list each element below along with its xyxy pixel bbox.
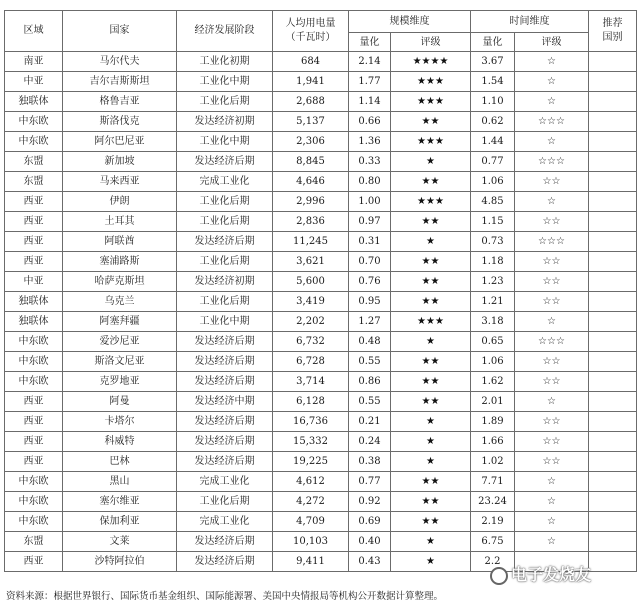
cell-scale-rating: ★★ bbox=[391, 172, 471, 192]
cell-stage: 发达经济后期 bbox=[177, 412, 273, 432]
cell-time-quant: 3.18 bbox=[471, 312, 515, 332]
cell-scale-quant: 2.14 bbox=[349, 52, 391, 72]
cell-country: 阿尔巴尼亚 bbox=[63, 132, 177, 152]
table-row bbox=[5, 352, 637, 372]
cell-recommend bbox=[589, 472, 637, 492]
cell-recommend bbox=[589, 352, 637, 372]
watermark-logo-icon bbox=[490, 567, 508, 585]
cell-recommend bbox=[589, 312, 637, 332]
cell-power: 2,836 bbox=[273, 212, 349, 232]
cell-recommend bbox=[589, 372, 637, 392]
cell-recommend bbox=[589, 392, 637, 412]
cell-region: 东盟 bbox=[5, 152, 63, 172]
cell-scale-rating: ★ bbox=[391, 452, 471, 472]
cell-scale-quant: 0.70 bbox=[349, 252, 391, 272]
cell-country: 伊朗 bbox=[63, 192, 177, 212]
cell-power: 5,600 bbox=[273, 272, 349, 292]
cell-scale-rating: ★★ bbox=[391, 112, 471, 132]
cell-stage: 工业化后期 bbox=[177, 192, 273, 212]
header-power-line2: （千瓦时） bbox=[285, 32, 336, 43]
cell-time-rating: ☆☆☆ bbox=[515, 112, 589, 132]
watermark bbox=[490, 562, 591, 585]
header-recommend bbox=[589, 11, 637, 52]
cell-stage: 发达经济后期 bbox=[177, 452, 273, 472]
cell-region: 西亚 bbox=[5, 392, 63, 412]
cell-stage: 发达经济后期 bbox=[177, 152, 273, 172]
cell-region: 东盟 bbox=[5, 172, 63, 192]
cell-stage: 完成工业化 bbox=[177, 172, 273, 192]
cell-region: 中东欧 bbox=[5, 352, 63, 372]
cell-recommend bbox=[589, 132, 637, 152]
header-country: 国家 bbox=[63, 11, 177, 52]
cell-scale-rating: ★★★ bbox=[391, 72, 471, 92]
cell-power: 3,621 bbox=[273, 252, 349, 272]
table-row bbox=[5, 312, 637, 332]
cell-region: 西亚 bbox=[5, 432, 63, 452]
cell-country: 格鲁吉亚 bbox=[63, 92, 177, 112]
cell-region: 独联体 bbox=[5, 292, 63, 312]
cell-region: 独联体 bbox=[5, 312, 63, 332]
cell-scale-quant: 0.21 bbox=[349, 412, 391, 432]
cell-scale-quant: 0.33 bbox=[349, 152, 391, 172]
cell-stage: 发达经济初期 bbox=[177, 112, 273, 132]
cell-scale-rating: ★★★ bbox=[391, 92, 471, 112]
cell-power: 2,202 bbox=[273, 312, 349, 332]
table-row bbox=[5, 372, 637, 392]
table-row bbox=[5, 112, 637, 132]
cell-country: 文莱 bbox=[63, 532, 177, 552]
cell-power: 2,306 bbox=[273, 132, 349, 152]
cell-region: 西亚 bbox=[5, 252, 63, 272]
header-region: 区域 bbox=[5, 11, 63, 52]
cell-scale-quant: 1.77 bbox=[349, 72, 391, 92]
cell-scale-quant: 1.14 bbox=[349, 92, 391, 112]
cell-stage: 完成工业化 bbox=[177, 512, 273, 532]
cell-recommend bbox=[589, 272, 637, 292]
header-time-quant: 量化 bbox=[471, 33, 515, 52]
cell-scale-rating: ★★ bbox=[391, 272, 471, 292]
cell-power: 2,996 bbox=[273, 192, 349, 212]
table-row bbox=[5, 272, 637, 292]
cell-stage: 工业化中期 bbox=[177, 72, 273, 92]
cell-country: 巴林 bbox=[63, 452, 177, 472]
cell-recommend bbox=[589, 112, 637, 132]
cell-time-rating: ☆☆ bbox=[515, 272, 589, 292]
cell-region: 中东欧 bbox=[5, 492, 63, 512]
cell-scale-quant: 0.40 bbox=[349, 532, 391, 552]
cell-scale-quant: 0.43 bbox=[349, 552, 391, 572]
cell-power: 4,709 bbox=[273, 512, 349, 532]
cell-time-quant: 1.62 bbox=[471, 372, 515, 392]
table-row bbox=[5, 192, 637, 212]
cell-recommend bbox=[589, 152, 637, 172]
cell-time-quant: 1.15 bbox=[471, 212, 515, 232]
cell-recommend bbox=[589, 552, 637, 572]
cell-scale-rating: ★ bbox=[391, 432, 471, 452]
cell-region: 西亚 bbox=[5, 412, 63, 432]
cell-scale-rating: ★★ bbox=[391, 392, 471, 412]
cell-time-rating: ☆ bbox=[515, 312, 589, 332]
cell-country: 爱沙尼亚 bbox=[63, 332, 177, 352]
cell-stage: 发达经济后期 bbox=[177, 332, 273, 352]
cell-region: 中东欧 bbox=[5, 332, 63, 352]
watermark-text: 电子发烧友 bbox=[511, 565, 592, 584]
cell-time-quant: 0.65 bbox=[471, 332, 515, 352]
cell-scale-rating: ★★ bbox=[391, 352, 471, 372]
cell-time-quant: 0.62 bbox=[471, 112, 515, 132]
cell-recommend bbox=[589, 72, 637, 92]
cell-stage: 工业化中期 bbox=[177, 312, 273, 332]
table-row bbox=[5, 292, 637, 312]
header-scale-quant: 量化 bbox=[349, 33, 391, 52]
cell-recommend bbox=[589, 232, 637, 252]
cell-time-rating: ☆☆☆ bbox=[515, 332, 589, 352]
cell-power: 4,272 bbox=[273, 492, 349, 512]
cell-power: 2,688 bbox=[273, 92, 349, 112]
cell-time-rating: ☆ bbox=[515, 72, 589, 92]
cell-country: 塞尔维亚 bbox=[63, 492, 177, 512]
cell-time-rating: ☆ bbox=[515, 132, 589, 152]
cell-time-rating: ☆ bbox=[515, 192, 589, 212]
cell-power: 9,411 bbox=[273, 552, 349, 572]
cell-country: 阿塞拜疆 bbox=[63, 312, 177, 332]
cell-region: 东盟 bbox=[5, 532, 63, 552]
cell-recommend bbox=[589, 512, 637, 532]
cell-stage: 工业化后期 bbox=[177, 492, 273, 512]
cell-time-rating: ☆ bbox=[515, 392, 589, 412]
header-recommend-line2: 国别 bbox=[602, 32, 623, 43]
cell-stage: 发达经济后期 bbox=[177, 552, 273, 572]
cell-region: 中东欧 bbox=[5, 112, 63, 132]
table-row bbox=[5, 392, 637, 412]
cell-power: 3,714 bbox=[273, 372, 349, 392]
cell-time-rating: ☆☆ bbox=[515, 452, 589, 472]
cell-recommend bbox=[589, 332, 637, 352]
cell-time-quant: 1.23 bbox=[471, 272, 515, 292]
cell-power: 1,941 bbox=[273, 72, 349, 92]
cell-recommend bbox=[589, 172, 637, 192]
cell-region: 西亚 bbox=[5, 192, 63, 212]
cell-stage: 发达经济后期 bbox=[177, 352, 273, 372]
cell-region: 中东欧 bbox=[5, 132, 63, 152]
cell-scale-rating: ★ bbox=[391, 232, 471, 252]
cell-time-quant: 1.06 bbox=[471, 172, 515, 192]
cell-power: 11,245 bbox=[273, 232, 349, 252]
cell-region: 中东欧 bbox=[5, 512, 63, 532]
cell-time-rating: ☆☆ bbox=[515, 172, 589, 192]
cell-recommend bbox=[589, 412, 637, 432]
cell-time-rating: ☆ bbox=[515, 512, 589, 532]
cell-recommend bbox=[589, 492, 637, 512]
cell-time-rating: ☆☆ bbox=[515, 292, 589, 312]
cell-country: 吉尔吉斯斯坦 bbox=[63, 72, 177, 92]
cell-power: 3,419 bbox=[273, 292, 349, 312]
cell-scale-rating: ★★ bbox=[391, 472, 471, 492]
cell-scale-quant: 0.55 bbox=[349, 352, 391, 372]
cell-time-quant: 0.77 bbox=[471, 152, 515, 172]
cell-scale-quant: 0.92 bbox=[349, 492, 391, 512]
cell-stage: 工业化后期 bbox=[177, 252, 273, 272]
cell-time-quant: 1.89 bbox=[471, 412, 515, 432]
cell-scale-quant: 0.97 bbox=[349, 212, 391, 232]
table-row bbox=[5, 132, 637, 152]
cell-scale-quant: 0.86 bbox=[349, 372, 391, 392]
table-row bbox=[5, 212, 637, 232]
cell-stage: 工业化后期 bbox=[177, 92, 273, 112]
table-row bbox=[5, 252, 637, 272]
header-scale-rating: 评级 bbox=[391, 33, 471, 52]
table-row bbox=[5, 92, 637, 112]
cell-power: 16,736 bbox=[273, 412, 349, 432]
header-stage: 经济发展阶段 bbox=[177, 11, 273, 52]
cell-scale-quant: 0.77 bbox=[349, 472, 391, 492]
cell-power: 4,646 bbox=[273, 172, 349, 192]
cell-country: 沙特阿拉伯 bbox=[63, 552, 177, 572]
cell-time-quant: 1.18 bbox=[471, 252, 515, 272]
cell-stage: 工业化后期 bbox=[177, 292, 273, 312]
cell-country: 保加利亚 bbox=[63, 512, 177, 532]
cell-stage: 发达经济初期 bbox=[177, 272, 273, 292]
cell-country: 马尔代夫 bbox=[63, 52, 177, 72]
header-time-dimension: 时间维度 bbox=[471, 11, 589, 33]
cell-scale-rating: ★ bbox=[391, 412, 471, 432]
country-rating-table bbox=[4, 10, 637, 572]
cell-time-rating: ☆☆☆ bbox=[515, 152, 589, 172]
cell-time-quant: 1.10 bbox=[471, 92, 515, 112]
cell-country: 乌克兰 bbox=[63, 292, 177, 312]
cell-region: 中东欧 bbox=[5, 472, 63, 492]
cell-time-rating: ☆☆ bbox=[515, 432, 589, 452]
cell-time-quant: 4.85 bbox=[471, 192, 515, 212]
cell-recommend bbox=[589, 532, 637, 552]
cell-time-quant: 1.06 bbox=[471, 352, 515, 372]
cell-country: 新加坡 bbox=[63, 152, 177, 172]
cell-country: 阿曼 bbox=[63, 392, 177, 412]
cell-country: 塞浦路斯 bbox=[63, 252, 177, 272]
cell-country: 哈萨克斯坦 bbox=[63, 272, 177, 292]
header-scale-dimension: 规模维度 bbox=[349, 11, 471, 33]
cell-time-rating: ☆☆ bbox=[515, 352, 589, 372]
cell-scale-rating: ★★ bbox=[391, 292, 471, 312]
cell-region: 西亚 bbox=[5, 212, 63, 232]
cell-region: 中亚 bbox=[5, 272, 63, 292]
cell-region: 中东欧 bbox=[5, 372, 63, 392]
cell-time-rating: ☆ bbox=[515, 92, 589, 112]
cell-recommend bbox=[589, 212, 637, 232]
cell-country: 斯洛伐克 bbox=[63, 112, 177, 132]
cell-country: 马来西亚 bbox=[63, 172, 177, 192]
cell-time-rating: ☆☆ bbox=[515, 252, 589, 272]
table-row bbox=[5, 232, 637, 252]
cell-time-quant: 0.73 bbox=[471, 232, 515, 252]
header-power bbox=[273, 11, 349, 52]
cell-recommend bbox=[589, 292, 637, 312]
table-row bbox=[5, 472, 637, 492]
cell-power: 6,732 bbox=[273, 332, 349, 352]
cell-time-rating: ☆ bbox=[515, 472, 589, 492]
cell-recommend bbox=[589, 452, 637, 472]
cell-country: 科威特 bbox=[63, 432, 177, 452]
header-power-line1: 人均用电量 bbox=[285, 18, 336, 29]
cell-recommend bbox=[589, 92, 637, 112]
table-row bbox=[5, 452, 637, 472]
cell-stage: 发达经济后期 bbox=[177, 432, 273, 452]
cell-scale-quant: 0.80 bbox=[349, 172, 391, 192]
header-time-rating: 评级 bbox=[515, 33, 589, 52]
cell-time-quant: 6.75 bbox=[471, 532, 515, 552]
cell-scale-rating: ★ bbox=[391, 532, 471, 552]
cell-scale-quant: 0.24 bbox=[349, 432, 391, 452]
cell-scale-rating: ★★★ bbox=[391, 132, 471, 152]
cell-region: 南亚 bbox=[5, 52, 63, 72]
cell-scale-rating: ★★★ bbox=[391, 312, 471, 332]
cell-scale-quant: 0.31 bbox=[349, 232, 391, 252]
cell-time-quant: 1.21 bbox=[471, 292, 515, 312]
cell-stage: 完成工业化 bbox=[177, 472, 273, 492]
cell-region: 西亚 bbox=[5, 232, 63, 252]
cell-country: 斯洛文尼亚 bbox=[63, 352, 177, 372]
cell-power: 6,728 bbox=[273, 352, 349, 372]
cell-scale-quant: 0.76 bbox=[349, 272, 391, 292]
table-row bbox=[5, 152, 637, 172]
cell-stage: 发达经济后期 bbox=[177, 532, 273, 552]
cell-power: 4,612 bbox=[273, 472, 349, 492]
cell-power: 6,128 bbox=[273, 392, 349, 412]
cell-time-rating: ☆ bbox=[515, 52, 589, 72]
cell-power: 5,137 bbox=[273, 112, 349, 132]
cell-stage: 发达经济中期 bbox=[177, 392, 273, 412]
cell-scale-rating: ★ bbox=[391, 552, 471, 572]
cell-time-quant: 2.01 bbox=[471, 392, 515, 412]
cell-scale-rating: ★ bbox=[391, 152, 471, 172]
cell-country: 克罗地亚 bbox=[63, 372, 177, 392]
cell-stage: 发达经济后期 bbox=[177, 232, 273, 252]
cell-time-quant: 1.66 bbox=[471, 432, 515, 452]
cell-scale-quant: 1.27 bbox=[349, 312, 391, 332]
cell-scale-rating: ★★ bbox=[391, 372, 471, 392]
cell-scale-rating: ★★★ bbox=[391, 192, 471, 212]
cell-power: 15,332 bbox=[273, 432, 349, 452]
table-row bbox=[5, 172, 637, 192]
cell-stage: 工业化中期 bbox=[177, 132, 273, 152]
cell-country: 黑山 bbox=[63, 472, 177, 492]
cell-stage: 发达经济后期 bbox=[177, 372, 273, 392]
cell-stage: 工业化初期 bbox=[177, 52, 273, 72]
cell-country: 阿联酋 bbox=[63, 232, 177, 252]
cell-time-quant: 1.54 bbox=[471, 72, 515, 92]
cell-country: 土耳其 bbox=[63, 212, 177, 232]
cell-stage: 工业化后期 bbox=[177, 212, 273, 232]
cell-region: 西亚 bbox=[5, 452, 63, 472]
cell-scale-rating: ★★ bbox=[391, 212, 471, 232]
cell-region: 中亚 bbox=[5, 72, 63, 92]
cell-time-quant: 1.02 bbox=[471, 452, 515, 472]
cell-time-rating: ☆☆ bbox=[515, 372, 589, 392]
cell-time-rating: ☆☆ bbox=[515, 412, 589, 432]
cell-time-rating: ☆ bbox=[515, 492, 589, 512]
source-note: 资料来源：根据世界银行、国际货币基金组织、国际能源署、美国中央情报局等机构公开数据计算整理。 bbox=[6, 591, 444, 602]
cell-scale-rating: ★★ bbox=[391, 492, 471, 512]
cell-time-rating: ☆☆ bbox=[515, 212, 589, 232]
table-row bbox=[5, 532, 637, 552]
cell-country: 卡塔尔 bbox=[63, 412, 177, 432]
cell-region: 独联体 bbox=[5, 92, 63, 112]
table-body bbox=[5, 52, 637, 572]
cell-scale-rating: ★ bbox=[391, 332, 471, 352]
cell-scale-quant: 0.38 bbox=[349, 452, 391, 472]
cell-power: 684 bbox=[273, 52, 349, 72]
cell-recommend bbox=[589, 252, 637, 272]
cell-scale-rating: ★★★★ bbox=[391, 52, 471, 72]
table-row bbox=[5, 512, 637, 532]
table-row bbox=[5, 412, 637, 432]
table-row bbox=[5, 492, 637, 512]
cell-scale-quant: 0.69 bbox=[349, 512, 391, 532]
cell-scale-quant: 0.95 bbox=[349, 292, 391, 312]
cell-time-quant: 2.19 bbox=[471, 512, 515, 532]
cell-time-quant: 1.44 bbox=[471, 132, 515, 152]
cell-time-quant: 23.24 bbox=[471, 492, 515, 512]
table-row bbox=[5, 52, 637, 72]
table-row bbox=[5, 72, 637, 92]
table-row bbox=[5, 432, 637, 452]
cell-recommend bbox=[589, 432, 637, 452]
cell-power: 10,103 bbox=[273, 532, 349, 552]
cell-region: 西亚 bbox=[5, 552, 63, 572]
cell-scale-quant: 0.48 bbox=[349, 332, 391, 352]
cell-power: 8,845 bbox=[273, 152, 349, 172]
cell-recommend bbox=[589, 52, 637, 72]
cell-time-quant: 3.67 bbox=[471, 52, 515, 72]
cell-time-quant: 2.2 bbox=[471, 552, 515, 572]
cell-time-quant: 7.71 bbox=[471, 472, 515, 492]
cell-time-rating: ☆ bbox=[515, 532, 589, 552]
cell-scale-quant: 1.00 bbox=[349, 192, 391, 212]
cell-scale-quant: 0.66 bbox=[349, 112, 391, 132]
cell-scale-quant: 0.55 bbox=[349, 392, 391, 412]
header-recommend-line1: 推荐 bbox=[602, 18, 623, 29]
cell-recommend bbox=[589, 192, 637, 212]
table-row bbox=[5, 332, 637, 352]
cell-scale-rating: ★★ bbox=[391, 512, 471, 532]
cell-scale-quant: 1.36 bbox=[349, 132, 391, 152]
cell-time-rating: ☆☆☆ bbox=[515, 232, 589, 252]
cell-scale-rating: ★★ bbox=[391, 252, 471, 272]
cell-power: 19,225 bbox=[273, 452, 349, 472]
